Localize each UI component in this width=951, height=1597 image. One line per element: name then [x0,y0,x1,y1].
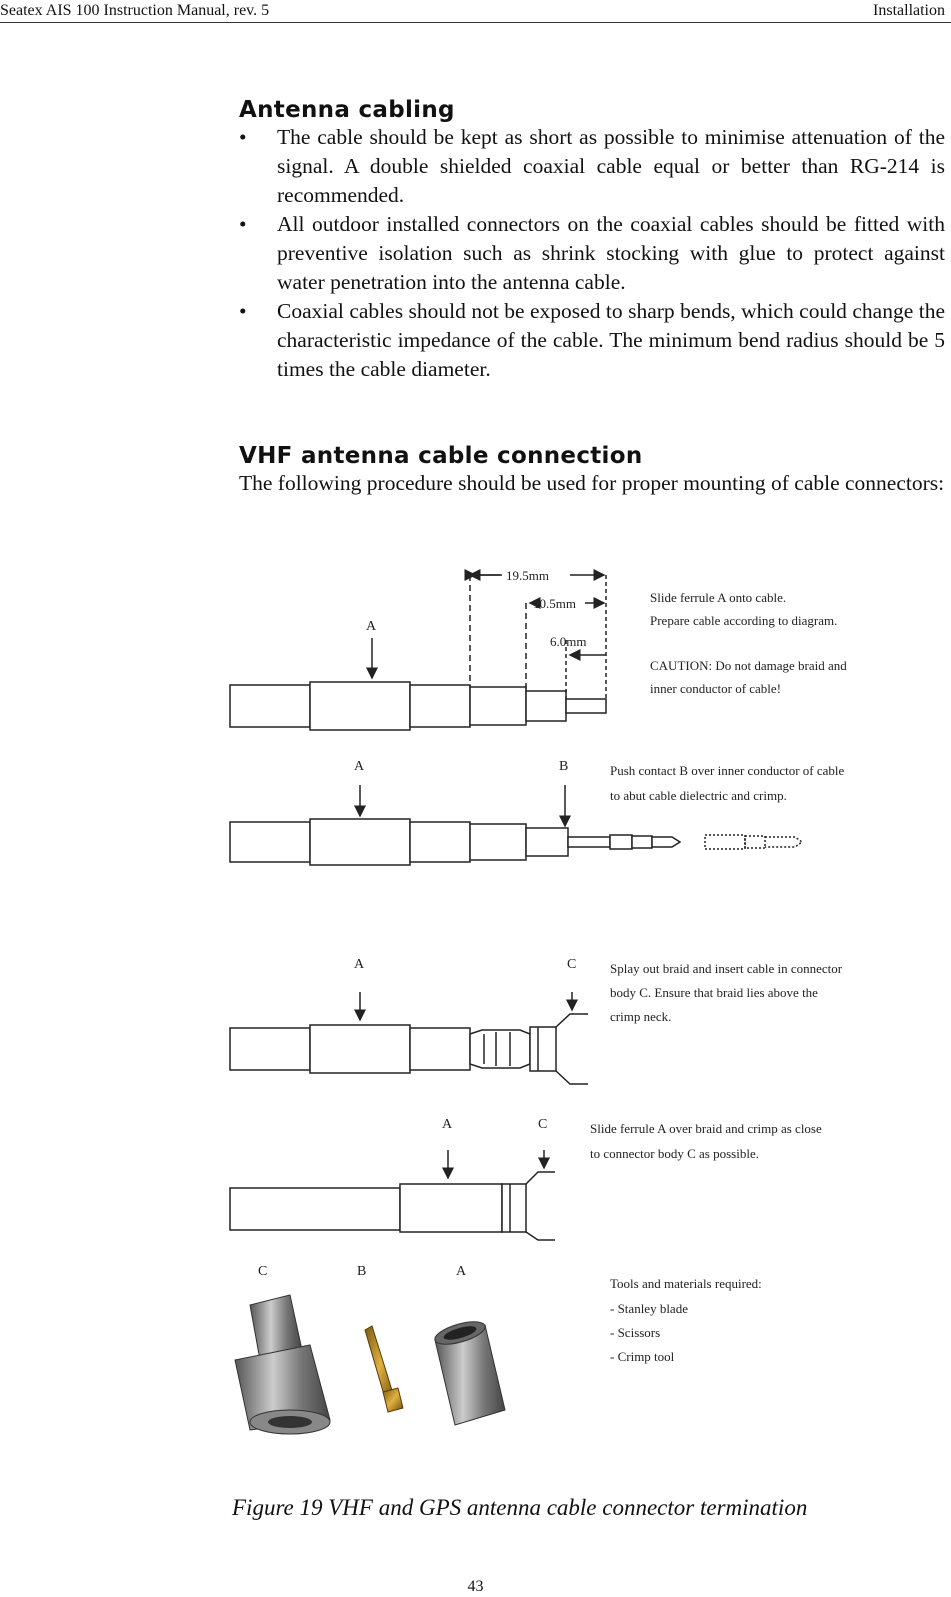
step5-label-b: B [357,1264,367,1279]
bullet-icon: • [239,299,247,323]
step3-text1: Splay out braid and insert cable in connector [610,961,843,976]
step5-label-a: A [456,1264,467,1279]
step5-components [235,1295,505,1434]
dim-19-5mm: 19.5mm [506,568,549,583]
bullet-icon: • [239,212,247,236]
header-section: Installation [873,2,945,19]
step3-text3: crimp neck. [610,1009,672,1024]
step1-text2: Prepare cable according to diagram. [650,613,838,628]
step2-text2: to abut cable dielectric and crimp. [610,788,787,803]
figure-diagram [220,560,920,1460]
dim-10-5mm: 10.5mm [533,596,576,611]
step1-text1: Slide ferrule A onto cable. [650,590,787,605]
list-item: • All outdoor installed connectors on the coaxial cables should be fitted with preventive isolation such as shrink stocking with glue to protect against water penetration into the antenna cable. [239,212,945,294]
bullet-list [239,123,945,384]
header-manual-title: Seatex AIS 100 Instruction Manual, rev. 5 [0,2,270,19]
step4-label-c: C [538,1117,548,1132]
step2-label-b: B [559,759,569,774]
step5-text1: Tools and materials required: [610,1276,762,1291]
connector-body-c-icon [235,1295,330,1434]
step5-text2: - Stanley blade [610,1301,688,1316]
step2-text1: Push contact B over inner conductor of cable [610,763,845,778]
step5-text4: - Crimp tool [610,1349,675,1364]
dim-6-0mm: 6.0mm [550,634,587,649]
step4-text1: Slide ferrule A over braid and crimp as close [590,1121,822,1136]
section-vhf-connection [239,443,945,498]
step4-diagram [230,1150,555,1240]
bullet-icon: • [239,125,247,149]
list-item: • The cable should be kept as short as possible to minimise attenuation of the signal. A double shielded coaxial cable equal or better than RG-214 is recommended. [239,125,945,207]
step5-label-c: C [258,1264,268,1279]
page-number: 43 [467,1578,484,1595]
step3-label-c: C [567,957,577,972]
step2-label-a: A [354,759,365,774]
step4-label-a: A [442,1117,453,1132]
section-antenna-cabling [239,97,945,384]
contact-pin-b-icon [365,1326,403,1412]
step3-label-a: A [354,957,365,972]
connector-termination-figure [220,560,920,1460]
step1-label-a: A [366,619,377,634]
list-item: • Coaxial cables should not be exposed to sharp bends, which could change the characteristic impedance of the cable. The minimum bend radius should be 5 times the cable diameter. [239,299,945,381]
step1-text3: CAUTION: Do not damage braid and [650,658,847,673]
intro-paragraph: The following procedure should be used for proper mounting of cable connectors: [239,471,945,495]
step3-diagram [230,992,588,1084]
section-title-antenna-cabling: Antenna cabling [239,97,455,123]
section-title-vhf-connection: VHF antenna cable connection [239,443,643,469]
step4-text2: to connector body C as possible. [590,1146,759,1161]
step5-text3: - Scissors [610,1325,661,1340]
figure-caption: Figure 19 VHF and GPS antenna cable connector termination [232,1495,808,1520]
page-header [0,0,951,23]
step3-text2: body C. Ensure that braid lies above the [610,985,818,1000]
ferrule-a-icon [433,1317,505,1425]
step1-text4: inner conductor of cable! [650,681,782,696]
